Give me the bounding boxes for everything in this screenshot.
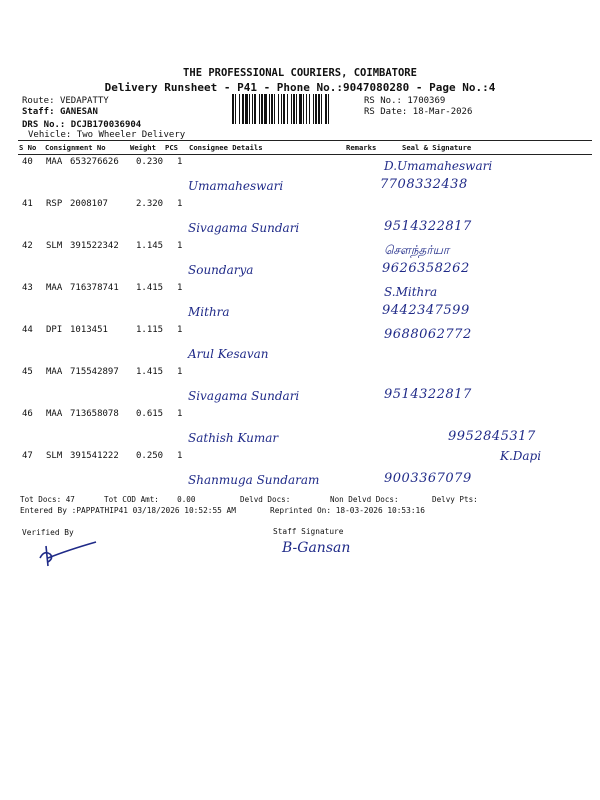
barcode-bar: [269, 94, 270, 124]
consignee-name: Mithra: [188, 305, 230, 319]
barcode-bar: [321, 94, 322, 124]
barcode-bar: [299, 94, 302, 124]
tot-docs: Tot Docs: 47: [20, 495, 75, 504]
col-sno: S No: [19, 143, 37, 152]
barcode-bar: [315, 94, 317, 124]
table-row: [0, 157, 600, 201]
seal-phone: 9626358262: [382, 261, 470, 276]
pcs-cell: 1: [177, 157, 183, 167]
company-title: THE PROFESSIONAL COURIERS, COIMBATORE: [183, 67, 417, 79]
consignment-prefix: MAA: [46, 283, 63, 293]
header-top-rule: [18, 140, 592, 141]
delvy-pts: Delvy Pts:: [432, 495, 478, 504]
pcs-cell: 1: [177, 409, 183, 419]
staff-value: GANESAN: [59, 107, 98, 117]
barcode-bar: [264, 94, 267, 124]
seal-phone: 9952845317: [448, 429, 536, 444]
barcode-bar: [306, 94, 307, 124]
col-consignee: Consignee Details: [189, 143, 263, 152]
weight-cell: 2.320: [136, 199, 164, 209]
rs-date-label: RS Date:: [364, 107, 408, 117]
non-delvd-docs: Non Delvd Docs:: [330, 495, 399, 504]
consignee-name: Shanmuga Sundaram: [188, 473, 320, 487]
pcs-cell: 1: [177, 367, 183, 377]
weight-cell: 1.145: [136, 241, 164, 251]
barcode-bar: [242, 94, 244, 124]
table-row: [0, 283, 600, 327]
route-value: VEDAPATTY: [59, 96, 109, 106]
barcode-bar: [271, 94, 273, 124]
table-row: [0, 325, 600, 369]
barcode-bar: [309, 94, 310, 124]
consignment-prefix: MAA: [46, 157, 63, 167]
seal-phone: 7708332438: [380, 177, 468, 192]
staff-signature-text: B-Gansan: [282, 540, 351, 556]
barcode-bar: [303, 94, 304, 124]
barcode-bar: [254, 94, 256, 124]
consignment-prefix: RSP: [46, 199, 63, 209]
rs-no-label: RS No.:: [364, 96, 402, 106]
rs-no-line: [364, 96, 445, 106]
drs-value: DCJB170036904: [70, 120, 142, 130]
table-row: [0, 199, 600, 243]
consignment-number: 391522342: [70, 241, 119, 251]
weight-cell: 0.615: [136, 409, 164, 419]
barcode-bar: [291, 94, 292, 124]
barcode-bar: [245, 94, 248, 124]
barcode-bar: [252, 94, 253, 124]
barcode-bar: [296, 94, 297, 124]
barcode-bar: [281, 94, 282, 124]
sno: 40: [22, 157, 33, 167]
col-seal: Seal & Signature: [402, 143, 472, 152]
entered-by: Entered By :PAPPATHIP41 03/18/2026 10:52:55 AM: [20, 506, 236, 515]
rs-date-value: 18-Mar-2026: [412, 107, 473, 117]
table-row: [0, 241, 600, 285]
rs-no-value: 1700369: [407, 96, 446, 106]
sno: 45: [22, 367, 33, 377]
delvd-docs: Delvd Docs:: [240, 495, 291, 504]
staff-label: Staff:: [22, 107, 55, 117]
barcode-bar: [249, 94, 250, 124]
runsheet-subtitle: Delivery Runsheet - P41 - Phone No.:9047080280 - Page No.:4: [104, 81, 496, 94]
barcode-bar: [278, 94, 279, 124]
barcode-bar: [274, 94, 275, 124]
staff-signature-label: Staff Signature: [273, 527, 344, 536]
seal-phone: 9688062772: [384, 327, 472, 342]
pcs-cell: 1: [177, 451, 183, 461]
consignment-number: 2008107: [70, 199, 108, 209]
seal-phone: 9003367079: [384, 471, 472, 486]
verified-signature: [34, 536, 104, 568]
seal-phone: 9442347599: [382, 303, 470, 318]
staff-line: [22, 107, 98, 117]
col-consignment: Consignment No: [45, 143, 106, 152]
consignment-prefix: SLM: [46, 451, 63, 461]
drs-line: [22, 120, 141, 130]
seal-extra: K.Dapi: [500, 449, 542, 463]
consignment-prefix: SLM: [46, 241, 63, 251]
consignment-number: 653276626: [70, 157, 119, 167]
weight-cell: 1.415: [136, 367, 164, 377]
weight-cell: 1.415: [136, 283, 164, 293]
consignee-name: Sathish Kumar: [188, 431, 279, 445]
pcs-cell: 1: [177, 241, 183, 251]
pcs-cell: 1: [177, 325, 183, 335]
barcode-bar: [261, 94, 263, 124]
col-remarks: Remarks: [346, 143, 377, 152]
barcode-bar: [328, 94, 329, 124]
barcode-bar: [239, 94, 240, 124]
col-pcs: PCS: [165, 143, 178, 152]
table-row: [0, 409, 600, 453]
seal-phone: 9514322817: [384, 219, 472, 234]
verified-by-label: Verified By: [22, 528, 74, 537]
consignee-name: Sivagama Sundari: [188, 389, 300, 403]
sno: 44: [22, 325, 33, 335]
vehicle-label: Vehicle:: [28, 130, 72, 140]
barcode: [232, 94, 360, 124]
barcode-bar: [318, 94, 320, 124]
vehicle-line: [28, 130, 185, 140]
consignment-number: 391541222: [70, 451, 119, 461]
header-bottom-rule: [18, 154, 592, 155]
route-line: [22, 96, 109, 106]
sno: 46: [22, 409, 33, 419]
seal-name: சௌந்தர்யா: [384, 243, 450, 257]
weight-cell: 0.230: [136, 157, 164, 167]
barcode-bar: [313, 94, 314, 124]
consignment-number: 1013451: [70, 325, 108, 335]
rs-date-line: [364, 107, 472, 117]
barcode-bar: [232, 94, 234, 124]
weight-cell: 1.115: [136, 325, 164, 335]
barcode-bar: [293, 94, 295, 124]
barcode-bar: [287, 94, 288, 124]
sno: 41: [22, 199, 33, 209]
weight-cell: 0.250: [136, 451, 164, 461]
seal-name: S.Mithra: [384, 285, 438, 299]
tot-cod: Tot COD Amt: 0.00: [104, 495, 196, 504]
consignment-prefix: DPI: [46, 325, 63, 335]
vehicle-value: Two Wheeler Delivery: [76, 130, 186, 140]
consignee-name: Umamaheswari: [188, 179, 284, 193]
barcode-bar: [325, 94, 327, 124]
consignment-prefix: MAA: [46, 409, 63, 419]
barcode-bar: [235, 94, 236, 124]
col-weight: Weight: [130, 143, 156, 152]
seal-name: D.Umamaheswari: [384, 159, 493, 173]
consignee-name: Sivagama Sundari: [188, 221, 300, 235]
sno: 43: [22, 283, 33, 293]
consignment-number: 713658078: [70, 409, 119, 419]
seal-phone: 9514322817: [384, 387, 472, 402]
consignee-name: Arul Kesavan: [188, 347, 269, 361]
route-label: Route:: [22, 96, 55, 106]
pcs-cell: 1: [177, 283, 183, 293]
barcode-bar: [283, 94, 285, 124]
consignment-prefix: MAA: [46, 367, 63, 377]
table-row: [0, 451, 600, 495]
sno: 42: [22, 241, 33, 251]
consignment-number: 715542897: [70, 367, 119, 377]
consignment-number: 716378741: [70, 283, 119, 293]
consignee-name: Soundarya: [188, 263, 254, 277]
pcs-cell: 1: [177, 199, 183, 209]
table-row: [0, 367, 600, 411]
drs-label: DRS No.:: [22, 120, 66, 130]
barcode-bar: [259, 94, 260, 124]
sno: 47: [22, 451, 33, 461]
reprinted-on: Reprinted On: 18-03-2026 10:53:16: [270, 506, 425, 515]
